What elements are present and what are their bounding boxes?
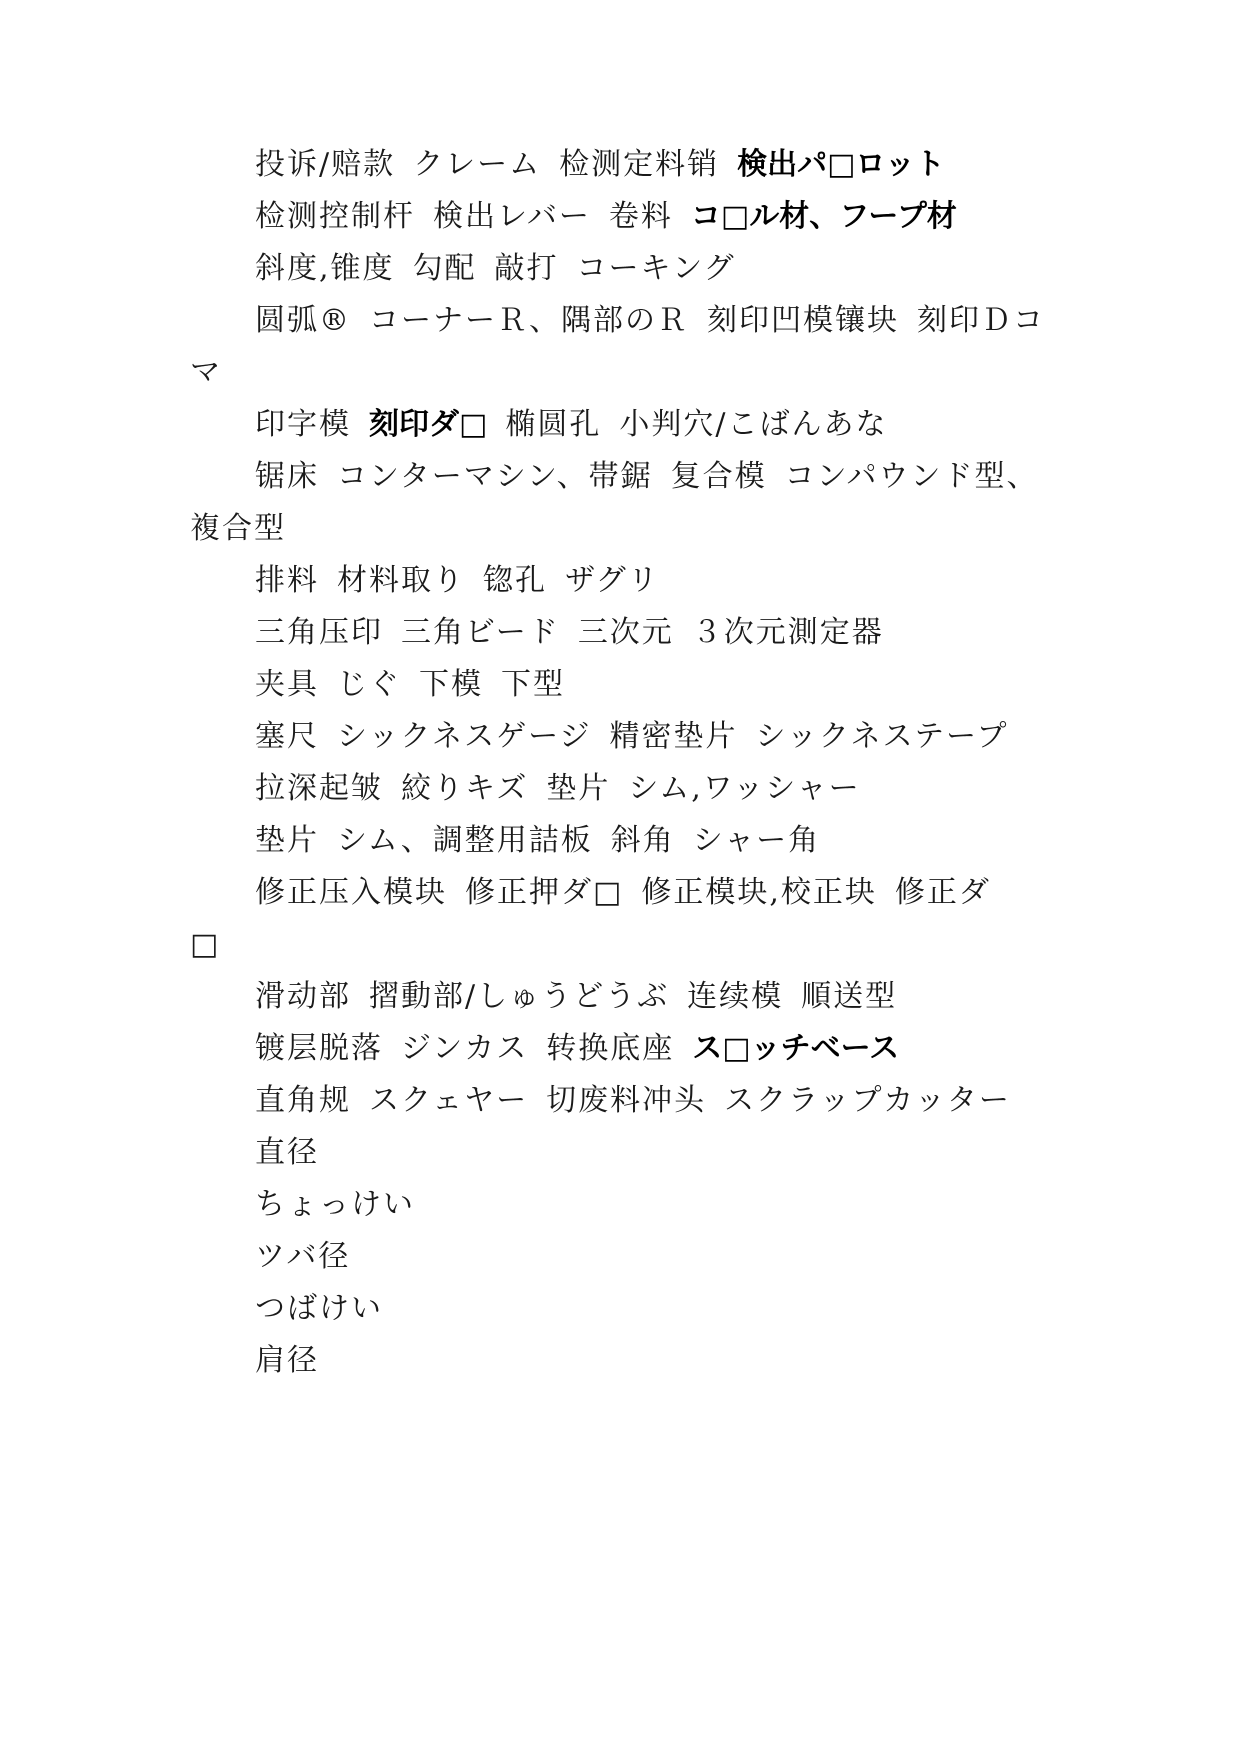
- term: クレーム: [413, 147, 542, 182]
- term: 镀层脱落: [255, 1031, 383, 1066]
- term: 连续模: [687, 979, 784, 1014]
- text-line-16: [255, 1081, 1011, 1121]
- term: 絞りキズ: [401, 771, 529, 806]
- text-line-6-continued: [190, 509, 286, 549]
- term: 勾配: [412, 251, 477, 286]
- text-line-20: [255, 1289, 383, 1329]
- term: ３次元測定器: [691, 615, 884, 650]
- term: 斜度,锥度: [255, 251, 395, 286]
- term: 卷料: [608, 199, 673, 234]
- term: 複合型: [190, 511, 286, 546]
- term: 三次元: [577, 615, 674, 650]
- term: シックネスゲージ: [337, 719, 592, 754]
- term: シックネステープ: [755, 719, 1009, 754]
- term: 修正压入模块: [255, 875, 447, 910]
- term: ツバ径: [255, 1239, 351, 1274]
- term: 修正ダ: [894, 875, 991, 910]
- term: 复合模: [670, 459, 767, 494]
- text-line-3: [255, 249, 736, 289]
- term-bold: 検出パ□ロット: [737, 147, 945, 182]
- term-bold: ス□ッチベース: [692, 1031, 900, 1066]
- term: コーキング: [576, 251, 736, 286]
- text-line-10: [255, 717, 1009, 757]
- term-bold: 刻印ダ□: [369, 407, 488, 442]
- text-line-19: [255, 1237, 350, 1277]
- term: 垫片: [255, 823, 319, 858]
- term: 印字模: [255, 407, 351, 442]
- term: 下模: [419, 667, 483, 702]
- term: 锯床: [255, 459, 319, 494]
- term: スクェヤー: [369, 1083, 529, 1118]
- term: 三角ビード: [401, 615, 560, 650]
- term: 刻印凹模镶块: [707, 303, 899, 338]
- term: 材料取り: [337, 563, 465, 598]
- text-line-8: [255, 613, 884, 653]
- text-line-4-continued: [190, 353, 222, 393]
- term: 排料: [255, 563, 319, 598]
- text-line-14: [255, 977, 897, 1017]
- term: 三角压印: [255, 615, 383, 650]
- term-bold: コ□ル材、フープ材: [690, 199, 957, 234]
- term: 夹具: [255, 667, 319, 702]
- term: コーナーＲ、隅部のＲ: [369, 303, 689, 338]
- term: シム,ワッシャー: [628, 771, 861, 806]
- term: 转换底座: [546, 1031, 675, 1066]
- term: マ: [190, 355, 222, 390]
- term: 垫片: [546, 771, 611, 806]
- term: 修正模块,校正块: [641, 875, 877, 910]
- term: 下型: [501, 667, 565, 702]
- term: 滑动部: [255, 979, 351, 1014]
- term: コンパウンド型、: [784, 459, 1039, 494]
- text-line-5: [255, 405, 887, 445]
- text-line-18: [255, 1185, 415, 1225]
- term: 检测定料销: [559, 147, 720, 182]
- term: ザグリ: [565, 563, 660, 598]
- text-line-6: [255, 457, 1039, 497]
- term: 直角规: [255, 1083, 351, 1118]
- term: じぐ: [337, 667, 401, 702]
- term: 摺動部/しゅうどうぶ: [369, 979, 670, 1014]
- term: 順送型: [801, 979, 898, 1014]
- term: □: [190, 927, 221, 962]
- term: 投诉/赔款: [255, 147, 396, 182]
- text-line-13-continued: [190, 925, 220, 965]
- term: 肩径: [255, 1343, 319, 1378]
- term: 検出レバー: [433, 199, 591, 234]
- term: ジンカス: [401, 1031, 529, 1066]
- term: 修正押ダ□: [465, 875, 624, 910]
- term: ちょっけい: [255, 1187, 415, 1222]
- text-line-9: [255, 665, 565, 705]
- text-line-21: [255, 1341, 319, 1381]
- term: 检测控制杆: [255, 199, 415, 234]
- text-line-17: [255, 1133, 319, 1173]
- term: シム、調整用詰板: [337, 823, 593, 858]
- term: 敲打: [494, 251, 559, 286]
- text-line-11: [255, 769, 861, 809]
- term: 椭圆孔: [505, 407, 602, 442]
- text-line-2: [255, 197, 957, 237]
- text-line-1: [255, 145, 945, 185]
- term: 直径: [255, 1135, 319, 1170]
- text-line-7: [255, 561, 660, 601]
- term: スクラップカッター: [724, 1083, 1011, 1118]
- term: 小判穴/こばんあな: [619, 407, 888, 442]
- text-line-12: [255, 821, 820, 861]
- term: 斜角: [610, 823, 675, 858]
- term: 锪孔: [483, 563, 547, 598]
- term: 塞尺: [255, 719, 319, 754]
- term: 切废料冲头: [546, 1083, 707, 1118]
- term: 刻印Ｄコ: [917, 303, 1045, 338]
- term: シャー角: [692, 823, 821, 858]
- term: 精密垫片: [609, 719, 738, 754]
- term: つばけい: [255, 1291, 383, 1326]
- text-line-13: [255, 873, 991, 913]
- text-line-4: [255, 301, 1045, 341]
- text-line-15: [255, 1029, 899, 1069]
- term: 拉深起皱: [255, 771, 383, 806]
- term: 圆弧®: [255, 303, 351, 338]
- term: コンターマシン、帯鋸: [337, 459, 653, 494]
